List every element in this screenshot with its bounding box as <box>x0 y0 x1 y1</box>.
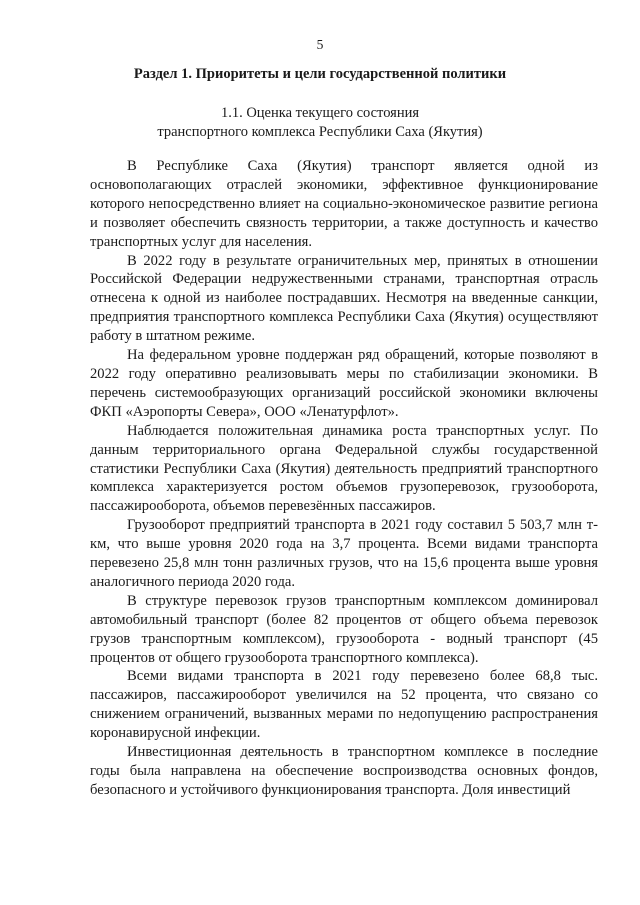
paragraph: Всеми видами транспорта в 2021 году перевезено более 68,8 тыс. пассажиров, пассажирооборот увеличился на 52 процента, что связано со снижением ограничений, вызванных мерами по недопущению распространения коронавирусной инфекции. <box>90 668 598 742</box>
page-number: 5 <box>316 37 324 52</box>
section-title: Раздел 1. Приоритеты и цели государственной политики <box>133 66 507 82</box>
subsection-title-line-1: 1.1. Оценка текущего состояния <box>220 105 420 121</box>
subsection-title <box>0 104 640 142</box>
paragraph: В 2022 году в результате ограничительных мер, принятых в отношении Российской Федерации недружественными странами, транспортная отрасль отнесена к одной из наиболее пострадавших. Несмотря на введенные санкции, предприятия транспортного комплекса Республики Саха (Якутия) осуществляют работу в штатном режиме. <box>90 252 598 345</box>
subsection-title-line-2: транспортного комплекса Республики Саха (Якутия) <box>157 124 483 140</box>
paragraph: Инвестиционная деятельность в транспортном комплексе в последние годы была направлена на обеспечение воспроизводства основных фондов, безопасного и устойчивого функционирования транспорта. Доля инвестиций <box>90 744 598 798</box>
paragraph: На федеральном уровне поддержан ряд обращений, которые позволяют в 2022 году оперативно реализовывать меры по стабилизации экономики. В перечень системообразующих организаций российской экономики включены ФКП «Аэропорты Севера», ООО «Ленатурфлот». <box>90 347 598 420</box>
paragraph: Наблюдается положительная динамика роста транспортных услуг. По данным территориального органа Федеральной службы государственной статистики Республики Саха (Якутия) деятельность предприятий транспортного комплекса характеризуется ростом объемов грузоперевозок, грузооборота, пассажирооборота, объемов перевезённых пассажиров. <box>90 422 598 515</box>
paragraph: Грузооборот предприятий транспорта в 2021 году составил 5 503,7 млн т-км, что выше уровня 2020 года на 3,7 процента. Всеми видами транспорта перевезено 25,8 млн тонн различных грузов, что на 15,6 процента выше уровня аналогичного периода 2020 года. <box>90 517 598 590</box>
paragraph: В Республике Саха (Якутия) транспорт является одной из основополагающих отраслей экономики, эффективное функционирование которого непосредственно влияет на социально-экономическое развитие региона и позволяет обеспечить связность территории, а также доступность и качество транспортных услуг для населения. <box>90 158 598 250</box>
paragraph: В структуре перевозок грузов транспортным комплексом доминировал автомобильный транспорт (более 82 процентов от общего объема перевозок грузов транспортным комплексом), грузооборота - водный транспорт (45 процентов от общего грузооборота транспортного комплекса). <box>90 592 598 666</box>
body-text <box>90 157 598 800</box>
